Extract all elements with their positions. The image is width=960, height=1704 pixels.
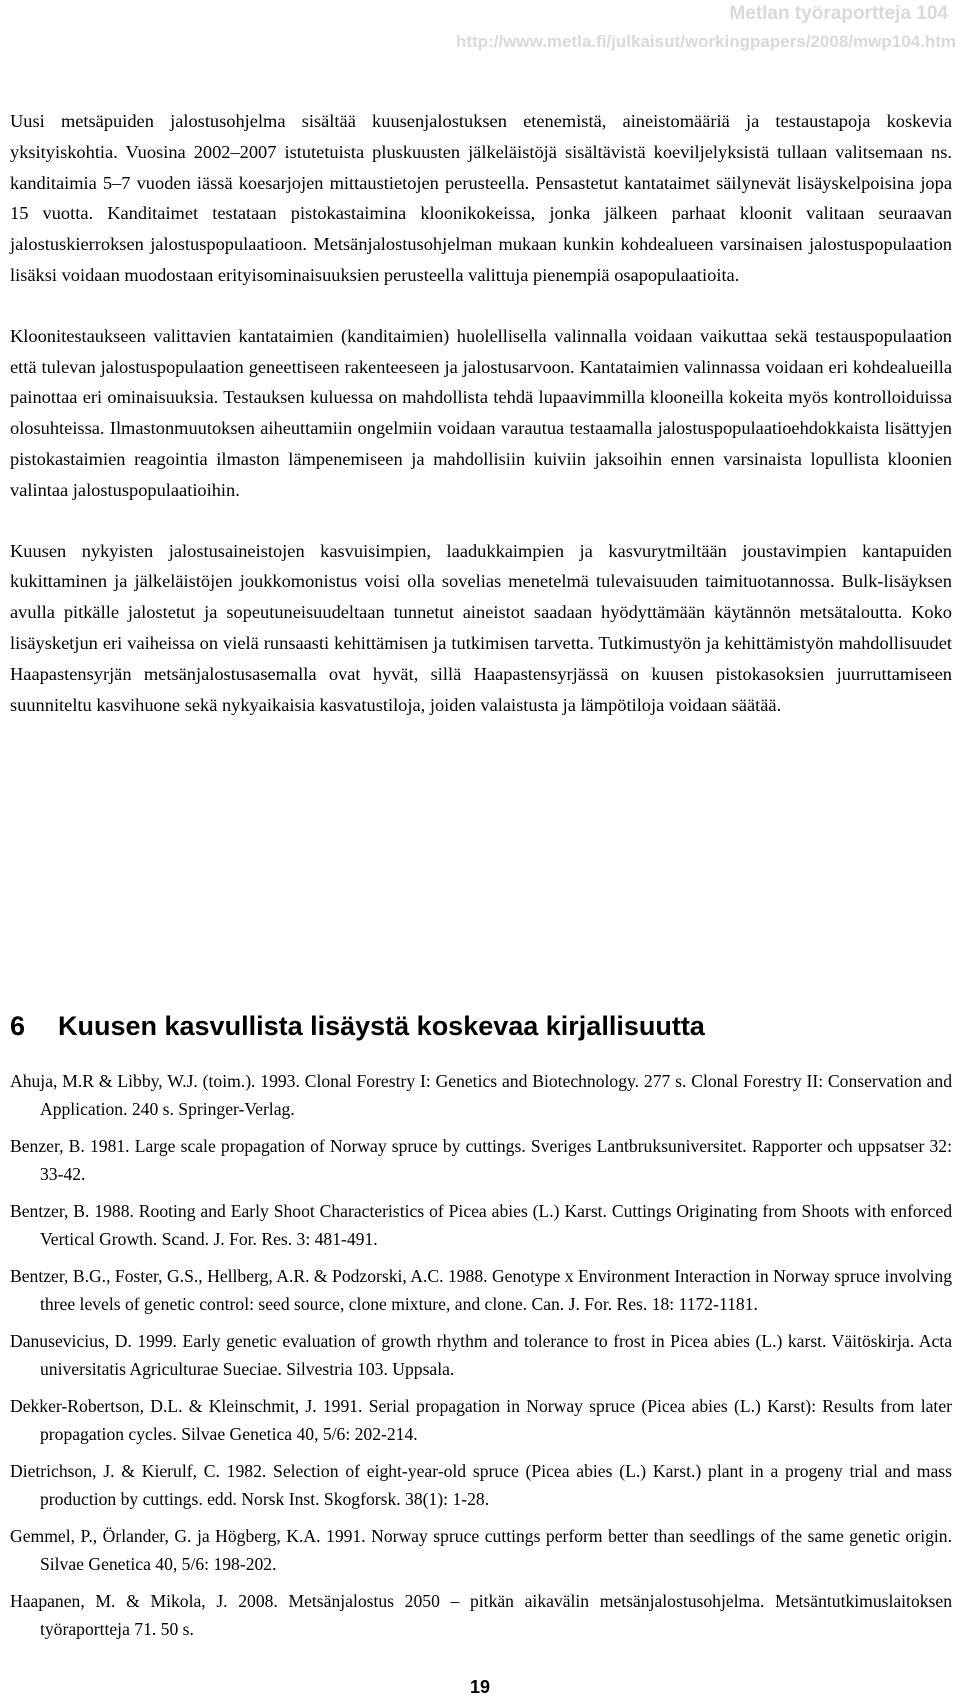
paragraph: Uusi metsäpuiden jalostusohjelma sisältää kuusenjalostuksen etenemistä, aineistomääriä ja testaustapoja koskevia yksityiskohtia. Vuosina 2002–2007 istutetuista pluskuusten jälkeläistöjä sisältävistä koeviljelyksistä tullaan valitsemaan ns. kanditaimia 5–7 vuoden iässä koesarjojen mittaustietojen perusteella. Pensastetut kantataimet säilynevät lisäyskelpoisina jopa 15 vuotta. Kanditaimet testataan pistokastaimina kloonikokeissa, jonka jälkeen parhaat kloonit valitaan seuraavan jalostuskierroksen jalostuspopulaatioon. Metsänjalostusohjelman mukaan kunkin kohdealueen varsinaisen jalostuspopulaation lisäksi voidaan muodostaan erityisominaisuuksien perusteella valittuja pienempiä osapopulaatioita. [10,111,952,285]
page-header [456,2,960,53]
page-number: 19 [469,1677,491,1697]
paragraph: Kuusen nykyisten jalostusaineistojen kasvuisimpien, laadukkaimpien ja kasvurytmiltään joustavimpien kantapuiden kukittaminen ja jälkeläistöjen joukkomonistus voisi olla sovelias menetelmä tulevaisuuden taimituotannossa. Bulk-lisäyksen avulla pitkälle jalostetut ja sopeutuneisuudeltaan tunnetut aineistot saadaan hyödyttämään käytännön metsätaloutta. Koko lisäysketjun eri vaiheissa on vielä runsaasti kehittämisen ja tutkimisen tarvetta. Tutkimustyön ja kehittämistyön mahdollisuudet Haapastensyrjän metsänjalostusasemalla ovat hyvät, sillä Haapastensyrjässä on kuusen pistokasoksien juurruttamiseen suunniteltu kasvihuone sekä nykyaikaisia kasvatustiloja, joiden valaistusta ja lämpötiloja voidaan säätää. [10,540,952,715]
reference-item: Bentzer, B. 1988. Rooting and Early Shoot Characteristics of Picea abies (L.) Karst. Cuttings Originating from Shoots with enforced Vertical Growth. Scand. J. For. Res. 3: 481-491. [10,1201,952,1249]
reference-list [10,1068,952,1653]
reference-item: Gemmel, P., Örlander, G. ja Högberg, K.A. 1991. Norway spruce cuttings perform better than seedlings of the same genetic origin. Silvae Genetica 40, 5/6: 198-202. [10,1526,952,1574]
reference-item: Bentzer, B.G., Foster, G.S., Hellberg, A.R. & Podzorski, A.C. 1988. Genotype x Environment Interaction in Norway spruce involving three levels of genetic control: seed source, clone mixture, and clone. Can. J. For. Res. 18: 1172-1181. [10,1266,952,1314]
reference-item: Dietrichson, J. & Kierulf, C. 1982. Selection of eight-year-old spruce (Picea abies (L.) Karst.) plant in a progeny trial and mass production by cuttings. edd. Norsk Inst. Skogforsk. 38(1): 1-28. [10,1461,952,1509]
series-title: Metlan työraportteja 104 [729,3,948,24]
reference-item: Benzer, B. 1981. Large scale propagation of Norway spruce by cuttings. Sveriges Lantbruksuniversitet. Rapporter och uppsatser 32: 33-42. [10,1136,952,1184]
paragraph: Kloonitestaukseen valittavien kantataimien (kanditaimien) huolellisella valinnalla voidaan vaikuttaa sekä testauspopulaation että tulevan jalostuspopulaation geneettiseen rakenteeseen ja jalostusarvoon. Kantataimien valinnassa voidaan eri kohdealueilla painottaa eri ominaisuuksia. Testauksen kuluessa on mahdollista tehdä lupaavimmilla klooneilla kokeita myös kontrolloiduissa olosuhteissa. Ilmastonmuutoksen aiheuttamiin ongelmiin voidaan varautua testaamalla jalostuspopulaatioehdokkaista lisättyjen pistokastaimien reagointia ilmaston lämpenemiseen ja mahdollisiin kuiviin jaksoihin ennen varsinaista lopullista kloonien valintaa jalostuspopulaatioihin. [10,325,952,500]
reference-item: Danusevicius, D. 1999. Early genetic evaluation of growth rhythm and tolerance to frost in Picea abies (L.) karst. Väitöskirja. Acta universitatis Agriculturae Sueciae. Silvestria 103. Uppsala. [10,1331,952,1379]
section-title: Kuusen kasvullista lisäystä koskevaa kirjallisuutta [58,1011,705,1041]
section-number: 6 [10,1011,26,1041]
reference-item: Haapanen, M. & Mikola, J. 2008. Metsänjalostus 2050 – pitkän aikavälin metsänjalostusohjelma. Metsäntutkimuslaitoksen työraportteja 71. 50 s. [10,1591,952,1639]
reference-item: Ahuja, M.R & Libby, W.J. (toim.). 1993. Clonal Forestry I: Genetics and Biotechnology. 277 s. Clonal Forestry II: Conservation and Application. 240 s. Springer-Verlag. [10,1071,952,1119]
body-text [10,106,952,750]
section-heading [10,1006,952,1046]
reference-item: Dekker-Robertson, D.L. & Kleinschmit, J. 1991. Serial propagation in Norway spruce (Picea abies (L.) Karst): Results from later propagation cycles. Silvae Genetica 40, 5/6: 202-214. [10,1396,952,1444]
page-url[interactable]: http://www.metla.fi/julkaisut/workingpapers/2008/mwp104.htm [455,32,956,51]
